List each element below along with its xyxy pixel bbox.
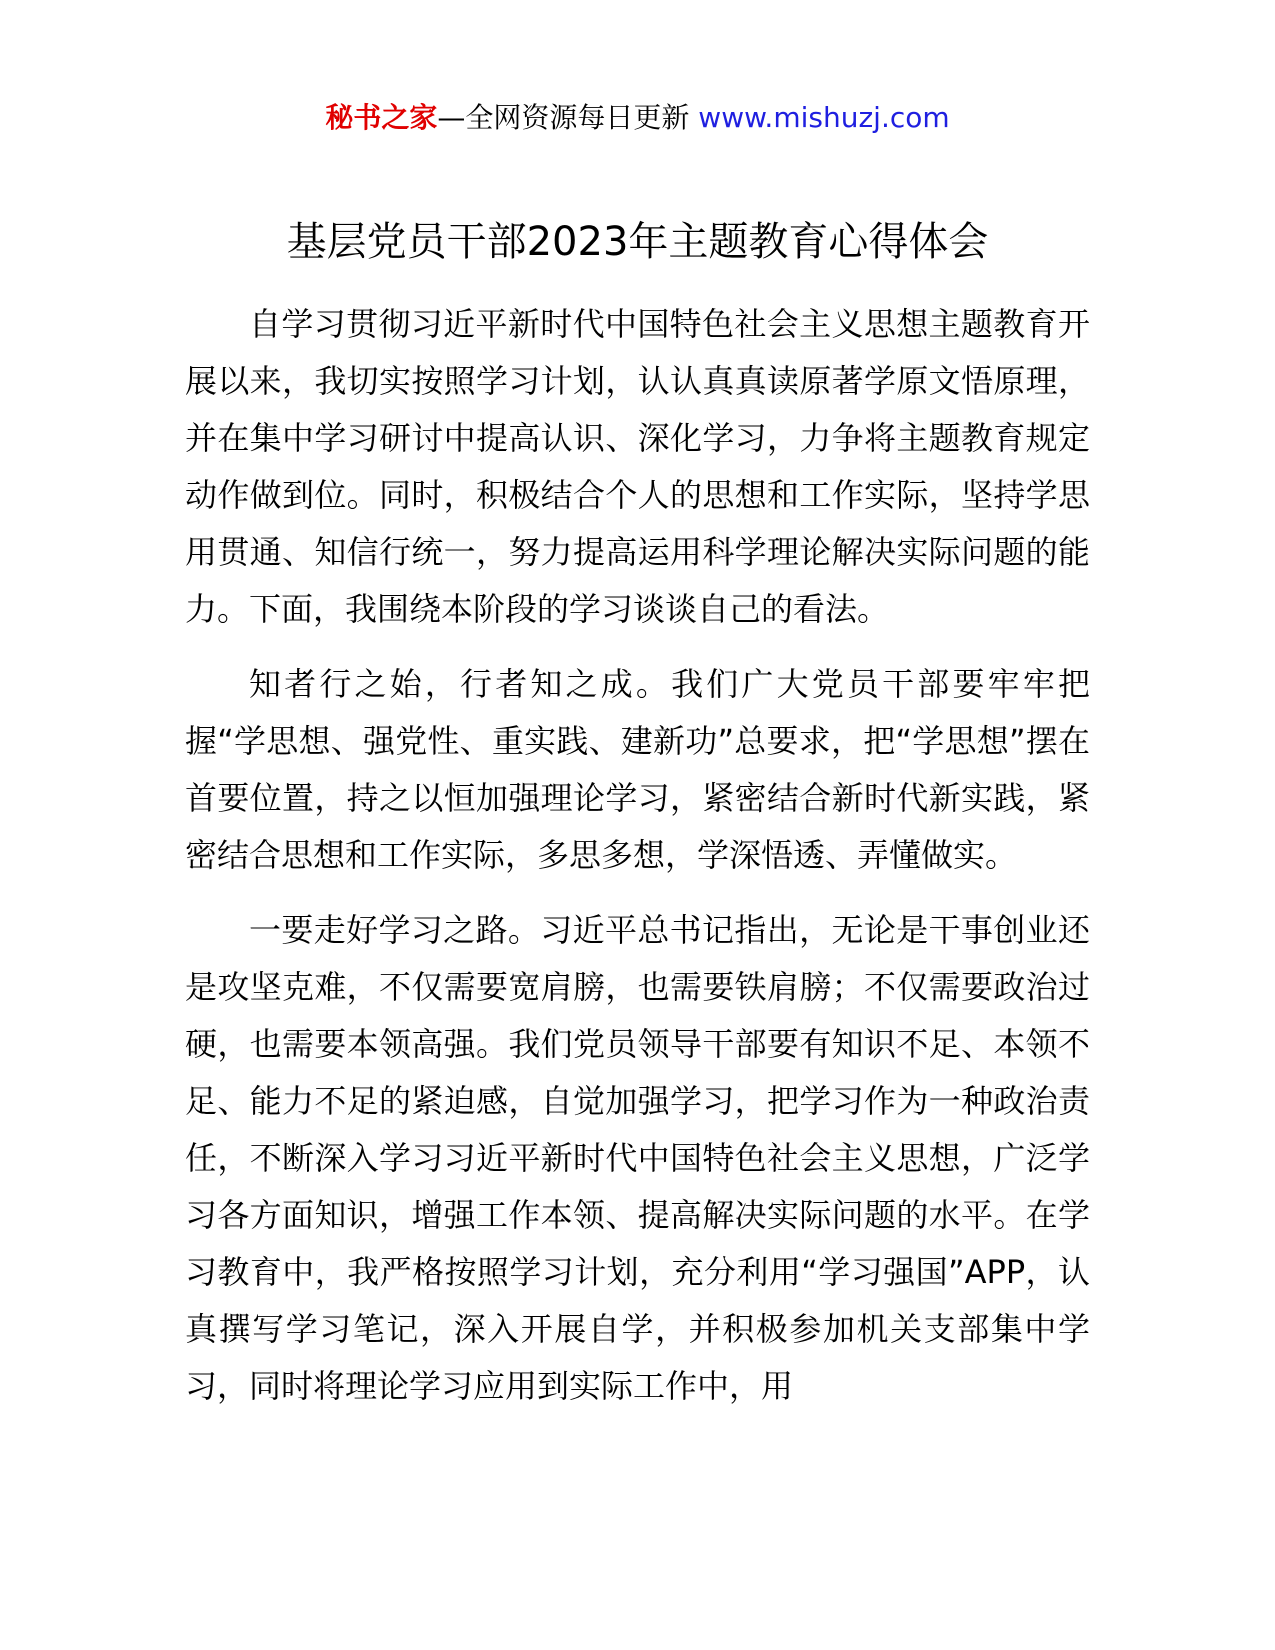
paragraph-learning-path: 一要走好学习之路。习近平总书记指出，无论是干事创业还是攻坚克难，不仅需要宽肩膀，也需要铁肩膀；不仅需要政治过硬，也需要本领高强。我们党员领导干部要有知识不足、本领不足、能力不足的紧迫感，自觉加强学习，把学习作为一种政治责任，不断深入学习习近平新时代中国特色社会主义思想，广泛学习各方面知识，增强工作本领、提高解决实际问题的水平。在学习教育中，我严格按照学习计划，充分利用“学习强国”APP，认真撰写学习笔记，深入开展自学，并积极参加机关支部集中学习，同时将理论学习应用到实际工作中，用 bbox=[185, 911, 1090, 1405]
site-header bbox=[0, 98, 1275, 138]
document-title: 基层党员干部2023年主题教育心得体会 bbox=[286, 219, 989, 265]
document-body bbox=[185, 296, 1090, 1433]
paragraph-intro: 自学习贯彻习近平新时代中国特色社会主义思想主题教育开展以来，我切实按照学习计划，认认真真读原著学原文悟原理，并在集中学习研讨中提高认识、深化学习，力争将主题教育规定动作做到位。同时，积极结合个人的思想和工作实际，坚持学思用贯通、知信行统一，努力提高运用科学理论解决实际问题的能力。下面，我围绕本阶段的学习谈谈自己的看法。 bbox=[185, 305, 1090, 628]
site-brand: 秘书之家 bbox=[325, 101, 438, 134]
site-url-link[interactable]: www.mishuzj.com bbox=[698, 101, 950, 134]
paragraph-knowledge-action: 知者行之始，行者知之成。我们广大党员干部要牢牢把握“学思想、强党性、重实践、建新功”总要求，把“学思想”摆在首要位置，持之以恒加强理论学习，紧密结合新时代新实践，紧密结合思想和工作实际，多思多想，学深悟透、弄懂做实。 bbox=[185, 665, 1090, 874]
site-tagline: —全网资源每日更新 bbox=[437, 101, 690, 134]
